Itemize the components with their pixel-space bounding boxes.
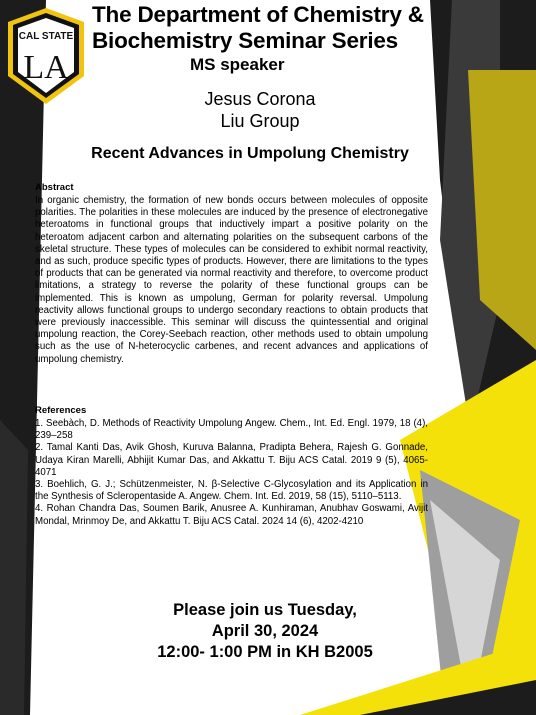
reference-item: 2. Tamal Kanti Das, Avik Ghosh, Kuruva Balanna, Pradipta Behera, Rajesh G. Gonnade, Udaya Kiran Marelli, Abhijit Kumar Das, and Akkattu T. Biju ACS Catal. 2019 9 (5), 4065-4071 <box>35 442 428 478</box>
speaker-type: MS speaker <box>190 55 285 74</box>
talk-title: Recent Advances in Umpolung Chemistry <box>91 145 409 162</box>
abstract-text: In organic chemistry, the formation of new bonds occurs between molecules of opposite polarities. The polarities in these molecules are induced by the presence of electronegative heteroatoms in functional groups that inductively impart a positive polarity on the heteroatom adjacent carbon and alternating polarities on the subsequent carbons of the skeletal structure. These types of molecules can be considered to exhibit normal reactivity, and as such, produce specific types of products. However, there are limitations to the types of products that can be generated via normal reactivity and therefore, to overcome product limitations, a strategy to reverse the polarity of these functional groups can be implemented. This is known as umpolung, German for polarity reversal. Umpolung reactivity allows functional groups to undergo secondary reactions to obtain products that were previously inaccessible. This seminar will discuss the quintessential and original umpolung reaction, the Corey-Seebach reaction, other methods used to obtain umpolung such as the use of N-heterocyclic carbenes, and recent advances and applications of umpolung chemistry. <box>35 195 428 365</box>
speaker-name: Jesus Corona <box>204 89 316 109</box>
speaker-group: Liu Group <box>220 111 300 131</box>
seminar-title <box>92 2 532 54</box>
logo-top-text: CAL STATE <box>18 31 74 42</box>
abstract-heading: Abstract <box>35 182 74 193</box>
reference-item: 3. Boehlich, G. J.; Schützenmeister, N. β-Selective C-Glycosylation and its Application in the Synthesis of Scleropentaside A. Angew. Chem. Int. Ed. 2019, 58 (15), 5110–5113. <box>35 479 428 503</box>
event-time-location: 12:00- 1:00 PM in KH B2005 <box>157 643 373 661</box>
reference-item: 4. Rohan Chandra Das, Soumen Barik, Anusree A. Kunhiraman, Anubhav Goswami, Avijit Mondal, Mrinmoy De, and Akkattu T. Biju ACS Catal. 2024 14 (6), 4202-4210 <box>35 503 428 527</box>
cal-state-la-logo <box>6 6 86 106</box>
event-invite: Please join us Tuesday, <box>173 601 357 619</box>
shield-logo-icon <box>6 6 86 106</box>
references-heading: References <box>35 405 87 416</box>
event-date: April 30, 2024 <box>211 622 319 640</box>
logo-letters: LA <box>23 49 69 86</box>
reference-item: 1. Seebàch, D. Methods of Reactivity Umpolung Angew. Chem., Int. Ed. Engl. 1979, 18 (4), 239–258 <box>35 418 428 442</box>
references-list <box>35 418 428 528</box>
event-details <box>115 600 415 663</box>
speaker-block <box>160 88 360 132</box>
title-line-1: The Department of Chemistry & <box>92 2 424 27</box>
title-line-2: Biochemistry Seminar Series <box>92 28 398 53</box>
